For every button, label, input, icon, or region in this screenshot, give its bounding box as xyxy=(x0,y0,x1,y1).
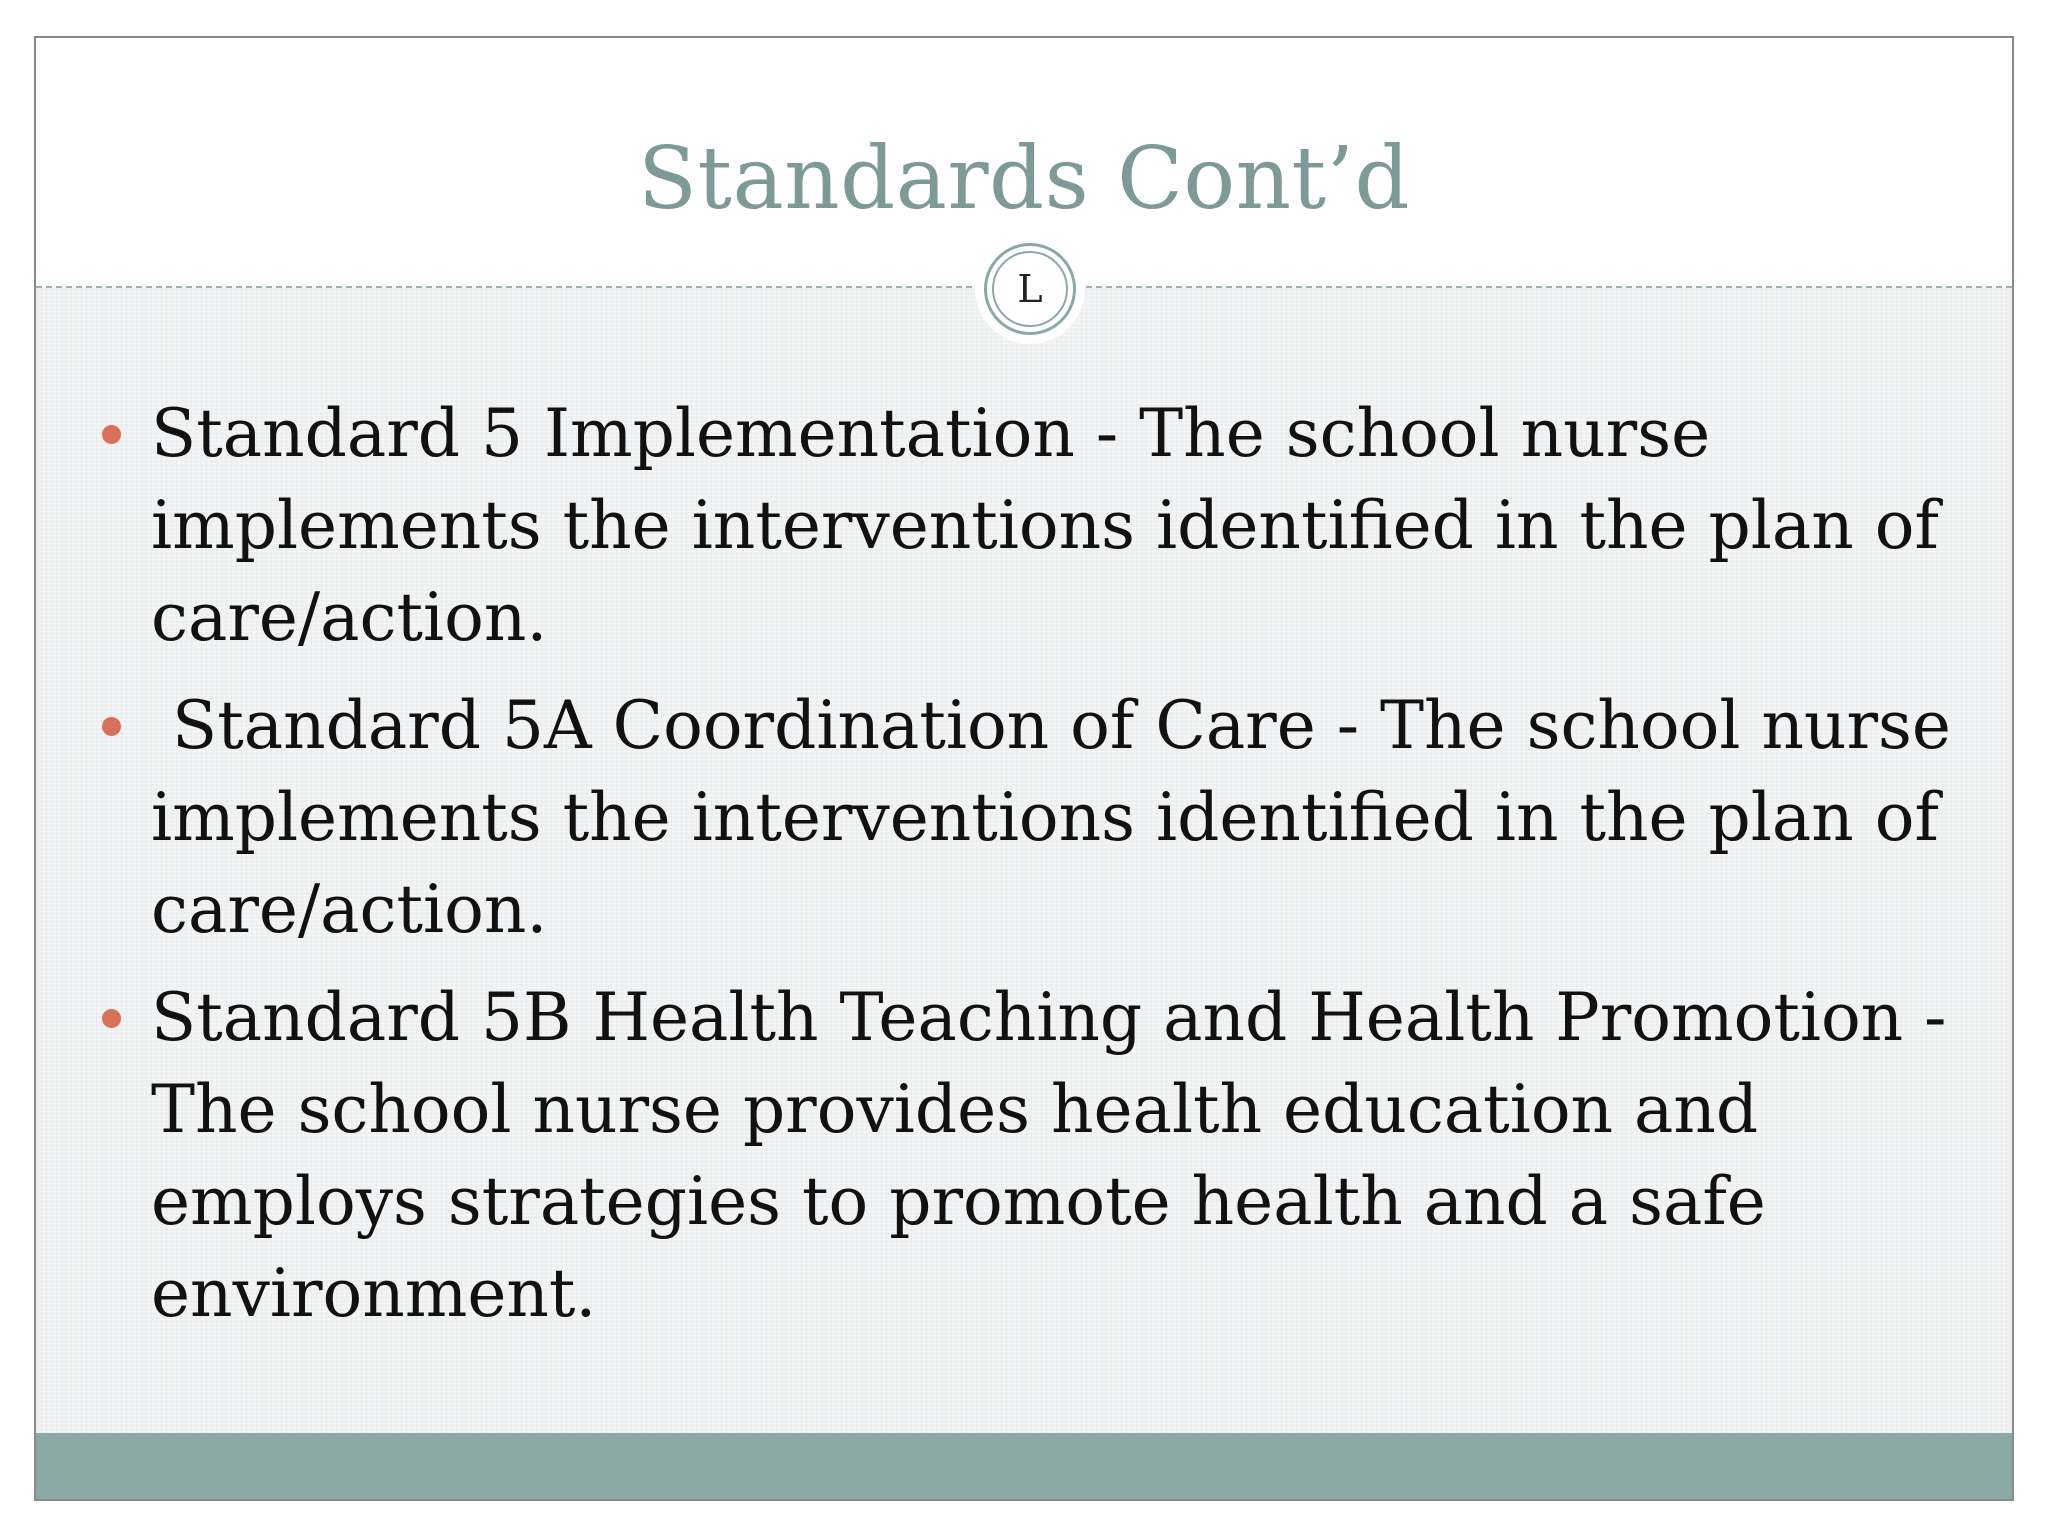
bullet-dot-icon xyxy=(102,425,121,444)
slide xyxy=(34,36,2014,1501)
footer-bar xyxy=(36,1433,2012,1501)
bullet-dot-icon xyxy=(102,717,121,736)
slide-title: Standards Cont’d xyxy=(637,129,1410,229)
list-item xyxy=(36,972,2012,1340)
slide-badge xyxy=(984,243,1076,335)
list-item xyxy=(36,680,2012,956)
list-item xyxy=(36,388,2012,664)
bullet-text: Standard 5B Health Teaching and Health Promotion - The school nurse provides health education and employs strategies to promote health and a safe environment. xyxy=(151,979,1968,1332)
bullet-dot-icon xyxy=(102,1009,121,1028)
bullet-text: Standard 5 Implementation - The school nurse implements the interventions identified in the plan of care/action. xyxy=(151,395,1960,656)
bullet-list xyxy=(36,388,2012,1356)
badge-letter: L xyxy=(992,251,1068,327)
bullet-text: Standard 5A Coordination of Care - The school nurse implements the interventions identified in the plan of care/action. xyxy=(151,687,1972,948)
